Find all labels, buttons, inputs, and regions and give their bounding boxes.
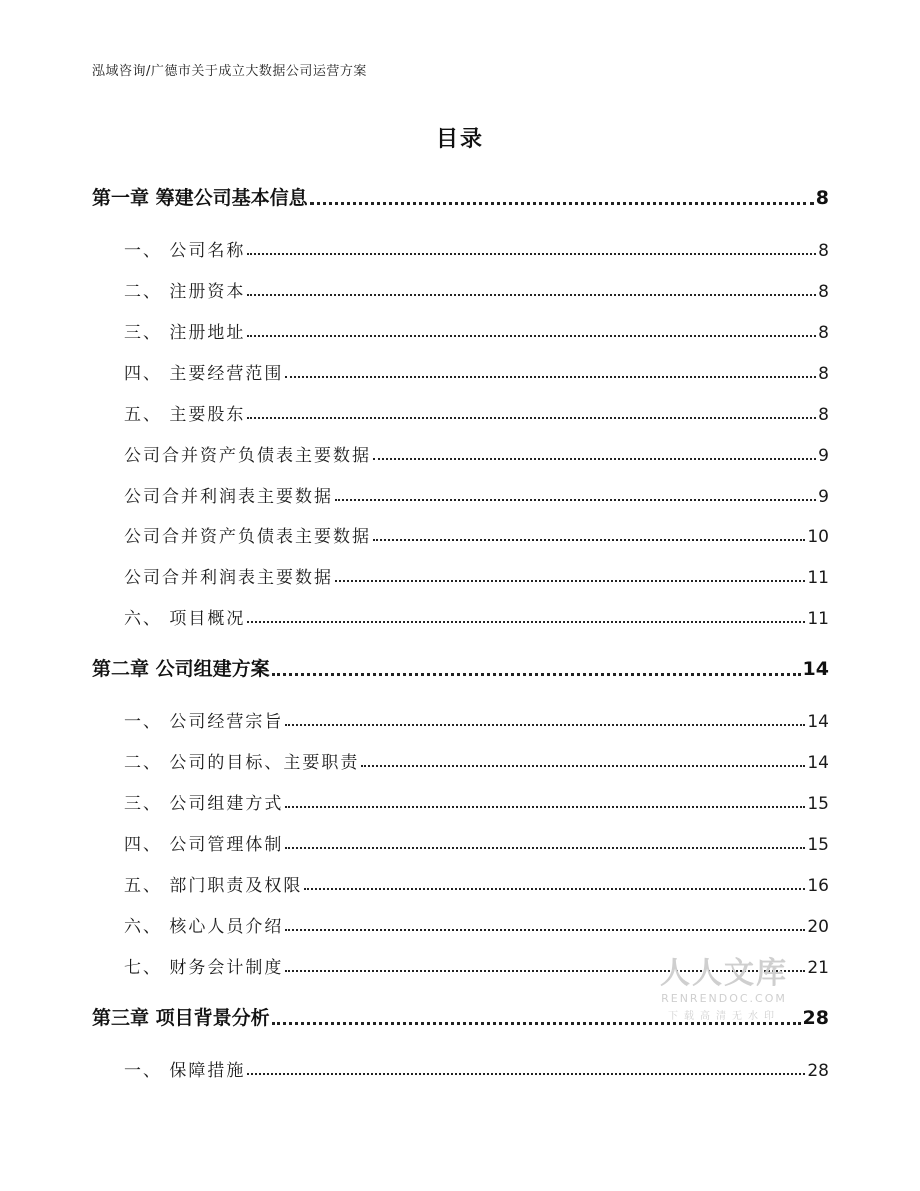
toc-entry-page: 14 [802,658,829,680]
dot-leader [285,806,805,808]
toc-entry-label: 七、 财务会计制度 [124,958,284,978]
toc-section[interactable] [124,522,829,547]
watermark [648,958,800,1022]
toc-entry-page: 8 [818,282,829,302]
dot-leader [272,1022,801,1025]
toc-entry-page: 11 [807,568,829,588]
toc-section[interactable] [124,748,829,773]
watermark-domain: RENRENDOC.COM [661,992,787,1005]
toc-section[interactable] [124,318,829,343]
toc-entry-page: 8 [818,364,829,384]
toc-section[interactable] [124,707,829,732]
toc-entry-label: 第一章 筹建公司基本信息 [92,187,308,209]
dot-leader [335,499,816,501]
toc-section[interactable] [124,912,829,937]
toc-section[interactable] [124,563,829,588]
dot-leader [373,539,805,541]
toc-entry-label: 二、 公司的目标、主要职责 [124,753,360,773]
toc-entry-page: 14 [807,712,829,732]
dot-leader [247,253,816,255]
dot-leader [247,621,805,623]
dot-leader [310,202,814,205]
toc-entry-label: 五、 主要股东 [124,405,246,425]
toc-entry-page: 8 [815,187,829,209]
dot-leader [373,458,816,460]
dot-leader [247,417,816,419]
toc-section[interactable] [124,789,829,814]
toc-entry-label: 一、 保障措施 [124,1061,246,1081]
toc-section[interactable] [124,1056,829,1081]
toc-section[interactable] [124,830,829,855]
toc-entry-label: 四、 主要经营范围 [124,364,284,384]
toc-entry-page: 11 [807,609,829,629]
toc-entry-label: 第二章 公司组建方案 [92,658,270,680]
toc-entry-page: 10 [807,527,829,547]
toc-entry-page: 28 [807,1061,829,1081]
toc-entry-label: 一、 公司经营宗旨 [124,712,284,732]
dot-leader [247,335,816,337]
dot-leader [361,765,805,767]
toc-entry-label: 第三章 项目背景分析 [92,1007,270,1029]
toc-section[interactable] [124,871,829,896]
toc-entry-page: 15 [807,835,829,855]
watermark-title: 人人文库 [660,956,788,991]
toc-section[interactable] [124,441,829,466]
toc-entry-page: 28 [802,1007,829,1029]
dot-leader [247,1073,805,1075]
toc-entry-label: 公司合并资产负债表主要数据 [124,527,371,547]
toc-entry-label: 公司合并利润表主要数据 [124,568,333,588]
toc-section[interactable] [124,482,829,507]
toc-entry-label: 六、 项目概况 [124,609,246,629]
toc-entry-page: 21 [807,958,829,978]
dot-leader [272,673,801,676]
dot-leader [247,294,816,296]
toc-chapter-1[interactable] [92,183,829,210]
running-header: 泓域咨询/广德市关于成立大数据公司运营方案 [92,64,367,79]
toc-entry-page: 20 [807,917,829,937]
toc-entry-page: 9 [818,487,829,507]
dot-leader [285,847,805,849]
dot-leader [304,888,805,890]
toc-entry-label: 三、 注册地址 [124,323,246,343]
toc-entry-page: 8 [818,241,829,261]
toc-entry-label: 六、 核心人员介绍 [124,917,284,937]
toc-entry-label: 一、 公司名称 [124,241,246,261]
toc-entry-label: 二、 注册资本 [124,282,246,302]
toc-section[interactable] [124,236,829,261]
toc-chapter-2[interactable] [92,654,829,681]
toc-title: 目录 [435,127,484,152]
toc-entry-page: 15 [807,794,829,814]
toc-entry-page: 16 [807,876,829,896]
toc-entry-page: 14 [807,753,829,773]
toc-section[interactable] [124,359,829,384]
watermark-tagline: 下载高清无水印 [668,1011,780,1022]
toc-entry-page: 8 [818,405,829,425]
toc-entry-label: 三、 公司组建方式 [124,794,284,814]
toc-section[interactable] [124,277,829,302]
dot-leader [285,724,805,726]
dot-leader [285,929,805,931]
toc-entry-label: 五、 部门职责及权限 [124,876,303,896]
toc-entry-label: 公司合并资产负债表主要数据 [124,446,371,466]
dot-leader [335,580,805,582]
dot-leader [285,376,816,378]
toc-section[interactable] [124,400,829,425]
toc-entry-label: 公司合并利润表主要数据 [124,487,333,507]
toc-entry-page: 9 [818,446,829,466]
toc-entry-page: 8 [818,323,829,343]
toc-entry-label: 四、 公司管理体制 [124,835,284,855]
toc-section[interactable] [124,604,829,629]
